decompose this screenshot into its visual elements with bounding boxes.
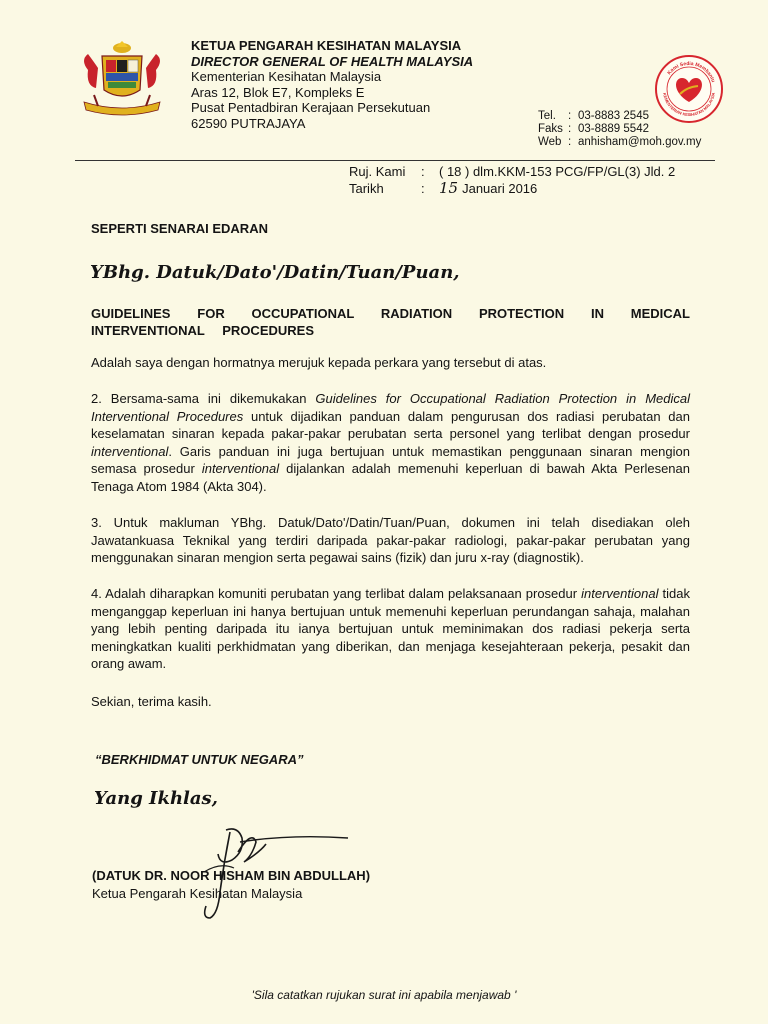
web-value: anhisham@moh.gov.my	[578, 136, 702, 148]
footer-note: 'Sila catatkan rujukan surat ini apabila menjawab '	[251, 988, 517, 1002]
web-label: Web	[538, 136, 562, 148]
header-divider	[75, 160, 715, 161]
tel-label: Tel.	[538, 110, 556, 122]
paragraph-4-text: tidak menganggap keperluan ini hanya bertujuan untuk memenuhi keperluan perundangan sahaja, malahan yang lebih penting daripada itu ianya bertujuan untuk meminimakan dos radiasi pekerja serta meningkatkan kualiti perkhidmatan yang diberikan, dan menjaga kesejahteraan pekerja, pesakit dan orang awam.	[91, 586, 690, 671]
malaysia-coat-of-arms-icon	[76, 40, 168, 118]
ref-date	[349, 180, 675, 197]
paragraph-3: 3. Untuk makluman YBhg. Datuk/Dato'/Datin/Tuan/Puan, dokumen ini telah disediakan oleh Jawatankuasa Teknikal yang terdiri daripada pakar-pakar radiologi, pakar-pakar perubatan yang menggunakan sinaran mengion serta pegawai sains (fizik) dan juru x-ray (diagnostik).	[91, 515, 690, 565]
letter-subject: GUIDELINES FOR OCCUPATIONAL RADIATION PROTECTION IN MEDICAL INTERVENTIONAL PROCEDURES	[91, 306, 690, 338]
date-month-year: Januari 2016	[462, 181, 538, 196]
paragraph-4	[91, 585, 690, 673]
reference-block	[349, 164, 675, 197]
org-title-english: DIRECTOR GENERAL OF HEALTH MALAYSIA	[191, 53, 474, 69]
contact-block	[538, 110, 701, 149]
ref-label: Ruj. Kami	[349, 164, 406, 179]
contact-web	[538, 136, 701, 149]
paragraph-2-text: 2. Bersama-sama ini dikemukakan	[91, 391, 316, 406]
tel-value: 03-8883 2545	[578, 110, 649, 122]
separator: :	[568, 123, 572, 135]
org-title-malay: KETUA PENGARAH KESIHATAN MALAYSIA	[191, 38, 462, 53]
address-line: Aras 12, Blok E7, Kompleks E	[191, 84, 365, 100]
handwritten-salutation: YBhg. Datuk/Dato'/Datin/Tuan/Puan,	[90, 262, 460, 283]
addressee: SEPERTI SENARAI EDARAN	[91, 221, 268, 236]
address-line: 62590 PUTRAJAYA	[191, 115, 306, 131]
italic-term: interventional	[91, 443, 169, 459]
separator: :	[568, 136, 572, 148]
signatory-name: (DATUK DR. NOOR HISHAM BIN ABDULLAH)	[92, 868, 371, 883]
paragraph-2-text: . Garis panduan ini juga bertujuan untuk memastikan penggunaan sinaran mengion semasa prosedur	[91, 443, 690, 476]
date-day-handwritten: 15	[439, 179, 459, 197]
separator: :	[421, 181, 425, 196]
fax-value: 03-8889 5542	[578, 123, 649, 135]
contact-tel	[538, 110, 701, 123]
motto: “BERKHIDMAT UNTUK NEGARA”	[95, 752, 304, 767]
ref-value: ( 18 ) dlm.KKM-153 PCG/FP/GL(3) Jld. 2	[439, 164, 676, 179]
address-line: Kementerian Kesihatan Malaysia	[191, 69, 382, 84]
paragraph-4-text: 4. Adalah diharapkan komuniti perubatan yang terlibat dalam pelaksanaan prosedur	[91, 586, 582, 601]
svg-text:KEMENTERIAN KESIHATAN MALAYSIA: KEMENTERIAN KESIHATAN MALAYSIA	[662, 92, 716, 118]
address-line: Pusat Pentadbiran Kerajaan Persekutuan	[191, 100, 431, 115]
handwritten-closing: Yang Ikhlas,	[94, 788, 218, 809]
letterhead-text	[191, 38, 473, 131]
paragraph-2-text: untuk dijadikan panduan dalam pengurusan dos radiasi perubatan dan keselamatan sinaran kepada pakar-pakar perubatan serta personel yang terlibat dengan prosedur	[91, 408, 690, 441]
signatory-title: Ketua Pengarah Kesihatan Malaysia	[92, 886, 303, 901]
italic-term: interventional	[201, 461, 280, 476]
contact-fax	[538, 123, 701, 136]
ref-our-ref	[349, 164, 675, 180]
date-label: Tarikh	[349, 181, 384, 196]
fax-label: Faks	[538, 123, 563, 135]
separator: :	[568, 110, 572, 122]
italic-term: interventional	[581, 586, 659, 601]
guideline-title: Guidelines for Occupational Radiation Protection in Medical Interventional Procedures	[91, 391, 690, 424]
svg-text:Kami Sedia Membantu: Kami Sedia Membantu	[666, 60, 716, 84]
separator: :	[421, 164, 425, 179]
paragraph-2-text: dijalankan adalah memenuhi keperluan di bawah Akta Perlesenan Tenaga Atom 1984 (Akta 304).	[91, 461, 690, 494]
paragraph-5: Sekian, terima kasih.	[91, 694, 212, 709]
paragraph-2	[91, 390, 690, 495]
paragraph-1: Adalah saya dengan hormatnya merujuk kepada perkara yang tersebut di atas.	[91, 355, 547, 370]
